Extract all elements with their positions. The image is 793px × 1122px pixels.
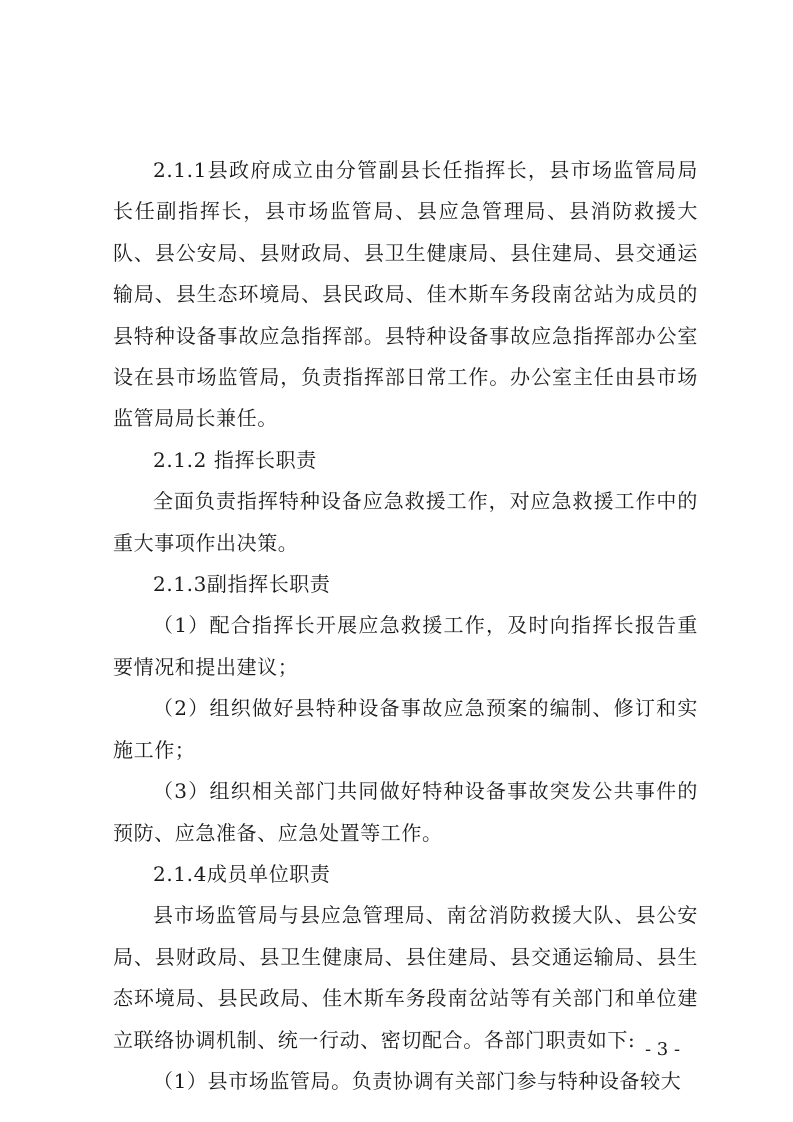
list-item-deputy-duty-2: （2）组织做好县特种设备事故应急预案的编制、修订和实施工作；	[113, 696, 698, 762]
list-item-deputy-duty-3: （3）组织相关部门共同做好特种设备事故突发公共事件的预防、应急准备、应急处置等工作。	[113, 779, 698, 845]
paragraph-commander-duties: 全面负责指挥特种设备应急救援工作，对应急救援工作中的重大事项作出决策。	[113, 489, 698, 555]
paragraph-command-structure: 2.1.1县政府成立由分管副县长任指挥长，县市场监管局局长任副指挥长，县市场监管局、县应急管理局、县消防救援大队、县公安局、县财政局、县卫生健康局、县住建局、县交通运输局、县生态环境局、县民政局、佳木斯车务段南岔站为成员的县特种设备事故应急指挥部。县特种设备事故应急指挥部办公室设在县市场监管局，负责指挥部日常工作。办公室主任由县市场监管局局长兼任。	[113, 158, 698, 431]
paragraph-member-units: 县市场监管局与县应急管理局、南岔消防救援大队、县公安局、县财政局、县卫生健康局、县住建局、县交通运输局、县生态环境局、县民政局、佳木斯车务段南岔站等有关部门和单位建立联络协调机制、统一行动、密切配合。各部门职责如下:	[113, 903, 698, 1052]
page-number: - 3 -	[645, 1039, 681, 1060]
list-item-deputy-duty-1: （1）配合指挥长开展应急救援工作，及时向指挥长报告重要情况和提出建议；	[113, 613, 698, 679]
heading-member-unit-duties: 2.1.4成员单位职责	[153, 861, 331, 886]
heading-commander-duties: 2.1.2 指挥长职责	[153, 447, 317, 472]
list-item-market-supervision-bureau: （1）县市场监管局。负责协调有关部门参与特种设备较大	[153, 1068, 682, 1093]
heading-deputy-commander-duties: 2.1.3副指挥长职责	[153, 572, 331, 597]
document-body	[113, 150, 698, 1102]
